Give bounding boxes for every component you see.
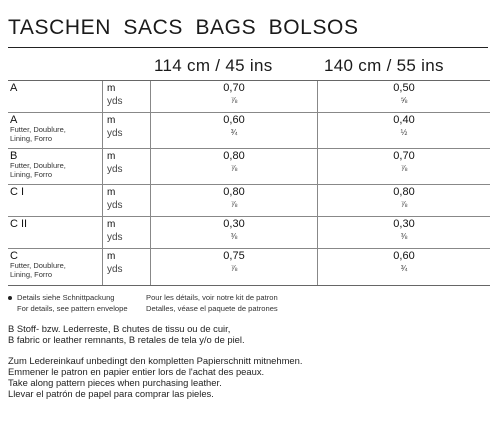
unit-yds: yds (107, 200, 123, 211)
value-yds: ¾ (400, 264, 408, 273)
unit-yds: yds (107, 96, 123, 107)
note-en: For details, see pattern envelope (17, 304, 128, 313)
unit-cell (103, 149, 151, 184)
unit-yds: yds (107, 264, 123, 275)
unit-m: m (107, 187, 116, 198)
value-yds: ½ (400, 128, 408, 137)
value-m: 0,60 (223, 114, 245, 126)
value-cell-140 (318, 249, 490, 285)
value-cell-114 (151, 185, 318, 216)
unit-m: m (107, 151, 116, 162)
value-m: 0,60 (393, 250, 415, 262)
column-header-140: 140 cm / 55 ins (324, 56, 444, 75)
value-yds: ⅞ (230, 164, 238, 173)
value-cell-114 (151, 217, 318, 248)
row-label: C (10, 250, 18, 262)
text-line: B fabric or leather remnants, B retales de tela y/o de piel. (8, 334, 245, 345)
unit-cell (103, 113, 151, 148)
note-de: Details siehe Schnittpackung (17, 293, 115, 302)
value-m: 0,80 (223, 150, 245, 162)
value-cell-140 (318, 113, 490, 148)
table-row (8, 185, 490, 217)
table-row (8, 217, 490, 249)
unit-m: m (107, 251, 116, 262)
text-line: Llevar el patrón de papel para comprar las pieles. (8, 388, 214, 399)
row-label-cell (8, 81, 103, 112)
yardage-table (8, 80, 490, 286)
value-yds: ⅜ (400, 232, 408, 241)
details-notes (8, 292, 278, 314)
value-m: 0,70 (223, 82, 245, 94)
value-yds: ⅜ (230, 232, 238, 241)
value-cell-140 (318, 185, 490, 216)
leather-note (8, 355, 302, 399)
value-cell-114 (151, 249, 318, 285)
row-label-cell (8, 113, 103, 148)
title-rule (8, 47, 488, 48)
value-m: 0,50 (393, 82, 415, 94)
text-line: Zum Ledereinkauf unbedingt den kompletten Papierschnitt mitnehmen. (8, 355, 303, 366)
page-title: TASCHEN SACS BAGS BOLSOS (8, 16, 359, 39)
unit-yds: yds (107, 164, 123, 175)
remnants-note (8, 323, 245, 345)
value-m: 0,30 (223, 218, 245, 230)
column-header-114: 114 cm / 45 ins (154, 56, 273, 75)
row-label-cell (8, 217, 103, 248)
table-row (8, 249, 490, 285)
value-cell-140 (318, 217, 490, 248)
row-label: A (10, 82, 18, 94)
value-cell-140 (318, 81, 490, 112)
unit-m: m (107, 83, 116, 94)
value-yds: ⅞ (230, 264, 238, 273)
unit-m: m (107, 219, 116, 230)
value-cell-140 (318, 149, 490, 184)
value-cell-114 (151, 149, 318, 184)
row-sublabel: Futter, Doublure, Lining, Forro (10, 261, 66, 279)
value-yds: ¾ (230, 128, 238, 137)
value-yds: ⅝ (400, 96, 408, 105)
unit-cell (103, 185, 151, 216)
value-cell-114 (151, 81, 318, 112)
value-m: 0,30 (393, 218, 415, 230)
row-label-cell (8, 249, 103, 285)
unit-cell (103, 81, 151, 112)
value-m: 0,40 (393, 114, 415, 126)
unit-yds: yds (107, 128, 123, 139)
value-yds: ⅞ (230, 200, 238, 209)
unit-yds: yds (107, 232, 123, 243)
value-yds: ⅞ (400, 164, 408, 173)
note-fr: Pour les détails, voir notre kit de patron (146, 293, 278, 302)
row-label: A (10, 114, 18, 126)
table-row (8, 149, 490, 185)
value-yds: ⅞ (400, 200, 408, 209)
unit-cell (103, 217, 151, 248)
text-line: Emmener le patron en papier entier lors de l'achat des peaux. (8, 366, 265, 377)
bullet-icon (8, 296, 12, 300)
value-m: 0,75 (223, 250, 245, 262)
row-label: B (10, 150, 18, 162)
row-label-cell (8, 149, 103, 184)
row-label: C I (10, 186, 25, 198)
row-label: C II (10, 218, 28, 230)
text-line: B Stoff- bzw. Lederreste, B chutes de tissu ou de cuir, (8, 323, 231, 334)
row-sublabel: Futter, Doublure, Lining, Forro (10, 161, 66, 179)
table-row (8, 81, 490, 113)
text-line: Take along pattern pieces when purchasing leather. (8, 377, 222, 388)
value-m: 0,80 (393, 186, 415, 198)
row-sublabel: Futter, Doublure, Lining, Forro (10, 125, 66, 143)
unit-m: m (107, 115, 116, 126)
value-m: 0,80 (223, 186, 245, 198)
table-row (8, 113, 490, 149)
note-es: Detalles, véase el paquete de patrones (146, 304, 278, 313)
value-yds: ⅞ (230, 96, 238, 105)
value-m: 0,70 (393, 150, 415, 162)
value-cell-114 (151, 113, 318, 148)
unit-cell (103, 249, 151, 285)
row-label-cell (8, 185, 103, 216)
